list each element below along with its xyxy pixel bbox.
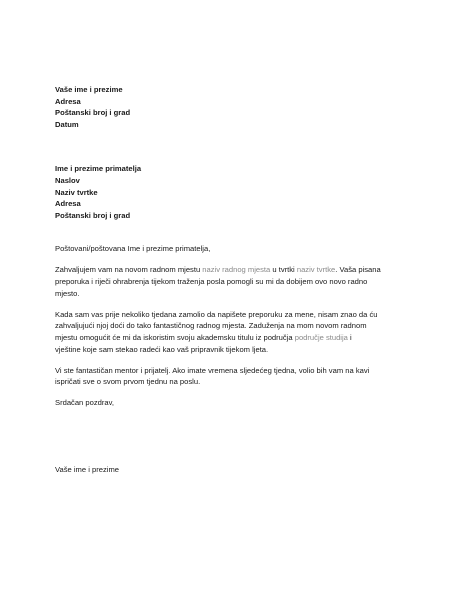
salutation-text: Poštovani/poštovana Ime i prezime primatelja, xyxy=(55,244,211,254)
recipient-block xyxy=(55,163,405,221)
text-run: i xyxy=(347,332,352,342)
sender-block xyxy=(55,84,405,130)
paragraph-thanks-line-3: mjesto. xyxy=(55,288,80,298)
recipient-title: Naslov xyxy=(55,175,80,185)
sender-name: Vaše ime i prezime xyxy=(55,85,123,94)
salutation xyxy=(55,243,405,255)
text-run: . Vaša pisana xyxy=(335,265,381,275)
paragraph-thanks xyxy=(55,264,405,299)
paragraph-thanks-line-1 xyxy=(55,264,405,276)
text-run: u tvrtki xyxy=(270,265,297,275)
signature-block xyxy=(55,464,405,476)
letter-body xyxy=(55,84,405,476)
sender-address: Adresa xyxy=(55,96,81,106)
placeholder-field-of-study: područje studija xyxy=(294,332,348,342)
paragraph-recommendation xyxy=(55,309,405,355)
signature-name: Vaše ime i prezime xyxy=(55,465,120,475)
paragraph-mentor xyxy=(55,365,405,388)
sender-postal-city: Poštanski broj i grad xyxy=(55,108,131,118)
recipient-name: Ime i prezime primatelja xyxy=(55,164,142,174)
placeholder-company-name: naziv tvrtke xyxy=(296,265,336,275)
paragraph-mentor-line-1: Vi ste fantastičan mentor i prijatelj. Ako imate vremena sljedećeg tjedna, volio bih vam na kavi xyxy=(55,365,370,375)
recipient-company: Naziv tvrtke xyxy=(55,187,98,197)
sender-date: Datum xyxy=(55,119,79,129)
paragraph-thanks-line-2: preporuka i riječi ohrabrenja tijekom traženja posla pomogli su mi da dobijem ovo novo radno xyxy=(55,277,368,287)
closing-text: Srdačan pozdrav, xyxy=(55,398,114,408)
paragraph-recommendation-line-4: vještine koje sam stekao radeći kao vaš pripravnik tijekom ljeta. xyxy=(55,344,269,354)
text-run: Zahvaljujem vam na novom radnom mjestu xyxy=(55,265,203,275)
closing xyxy=(55,397,405,409)
paragraph-mentor-line-2: ispričati sve o svom prvom tjednu na poslu. xyxy=(55,377,201,387)
recipient-address: Adresa xyxy=(55,199,81,209)
placeholder-job-title: naziv radnog mjesta xyxy=(202,265,271,275)
paragraph-recommendation-line-2: zahvaljujući njoj doći do tako fantastičnog radnog mjesta. Zaduženja na mom novom radnom xyxy=(55,321,367,331)
text-run: mjestu omogućit će mi da iskoristim svoju akademsku titulu iz područja xyxy=(55,332,295,342)
paragraph-recommendation-line-1: Kada sam vas prije nekoliko tjedana zamolio da napišete preporuku za mene, nisam znao da ću xyxy=(55,309,378,319)
recipient-postal-city: Poštanski broj i grad xyxy=(55,210,131,220)
paragraph-recommendation-line-3 xyxy=(55,332,405,344)
